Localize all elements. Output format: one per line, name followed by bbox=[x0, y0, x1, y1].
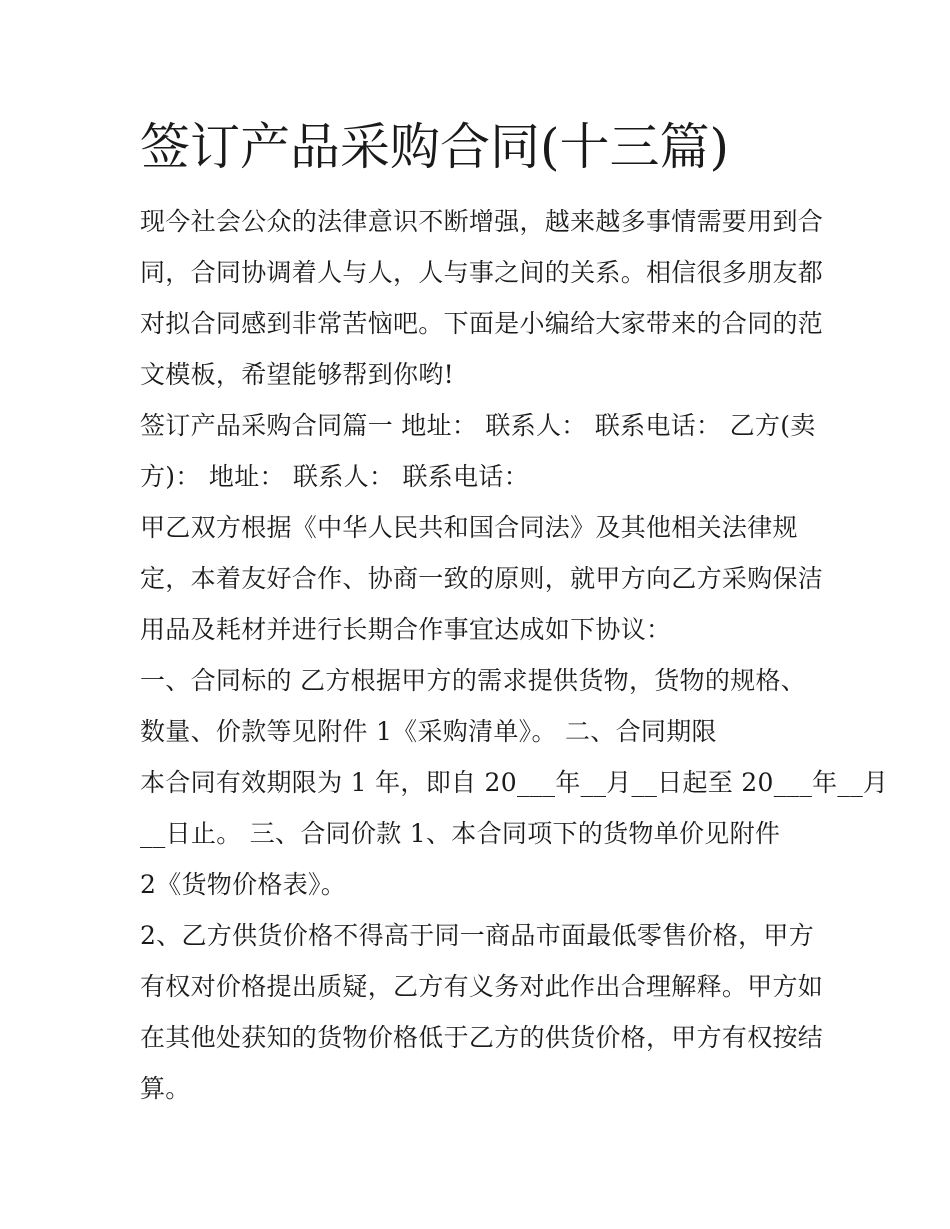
body-line-15: 2、乙方供货价格不得高于同一商品市面最低零售价格，甲方 bbox=[140, 921, 815, 950]
body-line-5: 签订产品采购合同篇一 地址： 联系人： 联系电话： 乙方(卖 bbox=[140, 411, 816, 440]
body-line-11: 数量、价款等见附件 1《采购清单》。 二、合同期限 bbox=[140, 717, 717, 746]
body-line-12: 本合同有效期限为 1 年，即自 20___年__月__日起至 20___年__月 bbox=[140, 768, 889, 797]
body-line-14: 2《货物价格表》。 bbox=[140, 870, 347, 899]
body-line-2: 同，合同协调着人与人，人与事之间的关系。相信很多朋友都 bbox=[140, 258, 824, 287]
body-line-18: 算。 bbox=[140, 1074, 191, 1103]
body-line-8: 定，本着友好合作、协商一致的原则，就甲方向乙方采购保洁 bbox=[140, 564, 824, 593]
body-line-3: 对拟合同感到非常苦恼吧。下面是小编给大家带来的合同的范 bbox=[140, 309, 824, 338]
body-line-4: 文模板，希望能够帮到你哟! bbox=[140, 360, 454, 389]
body-line-6: 方)： 地址： 联系人： 联系电话： bbox=[140, 462, 529, 491]
body-line-9: 用品及耗材并进行长期合作事宜达成如下协议： bbox=[140, 615, 672, 644]
body-line-10: 一、合同标的 乙方根据甲方的需求提供货物，货物的规格、 bbox=[140, 666, 807, 695]
document-title: 签订产品采购合同(十三篇) bbox=[140, 118, 730, 176]
body-line-16: 有权对价格提出质疑，乙方有义务对此作出合理解释。甲方如 bbox=[140, 972, 824, 1001]
body-line-13: __日止。 三、合同价款 1、本合同项下的货物单价见附件 bbox=[140, 819, 781, 848]
body-line-17: 在其他处获知的货物价格低于乙方的供货价格，甲方有权按结 bbox=[140, 1023, 824, 1052]
body-line-1: 现今社会公众的法律意识不断增强，越来越多事情需要用到合 bbox=[140, 207, 824, 236]
body-line-7: 甲乙双方根据《中华人民共和国合同法》及其他相关法律规 bbox=[140, 513, 798, 542]
